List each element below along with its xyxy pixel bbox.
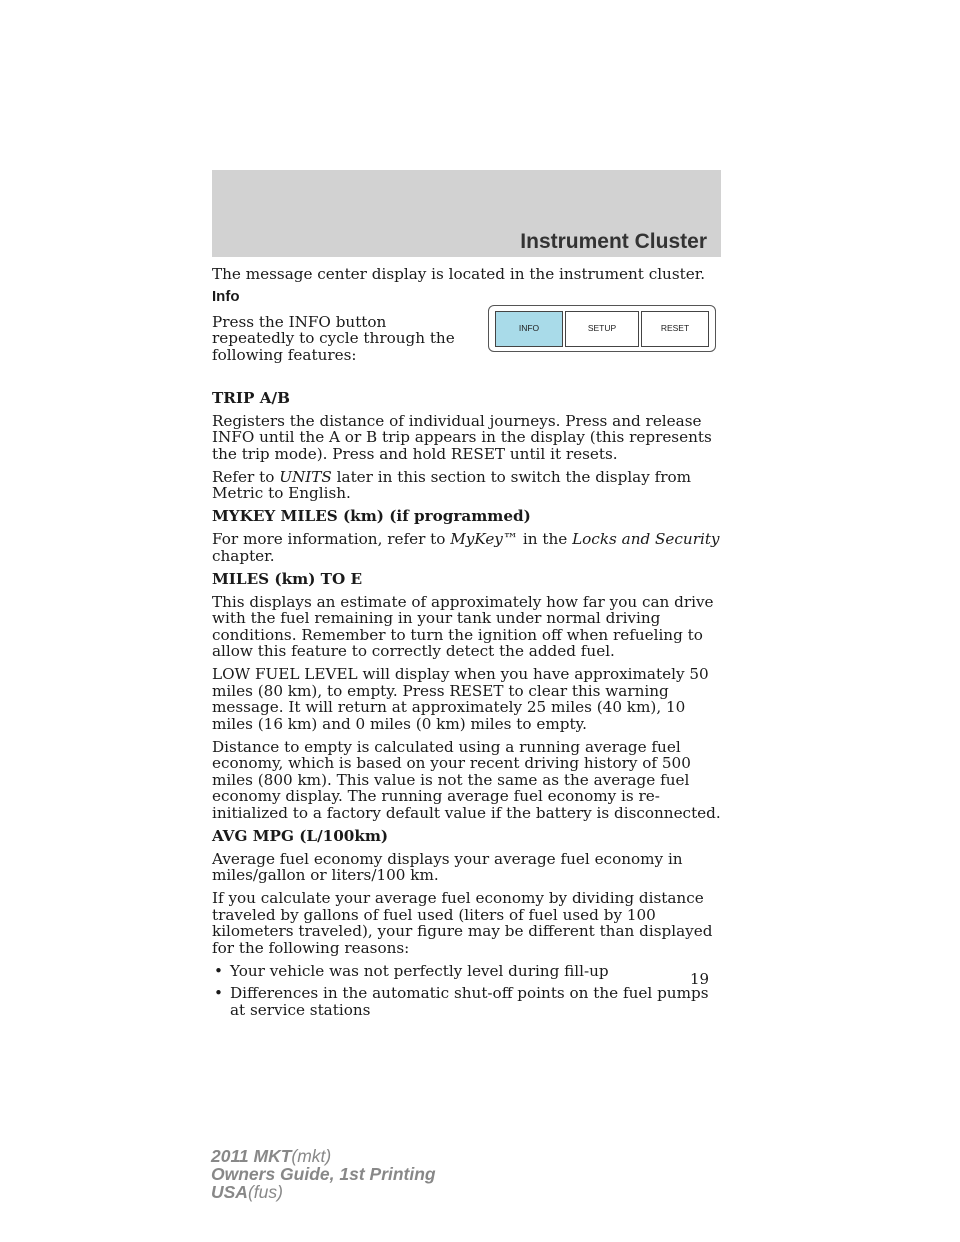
locks-security-reference: Locks and Security	[572, 530, 720, 548]
units-reference-paragraph: Refer to UNITS later in this section to switch the display from Metric to English.	[212, 467, 692, 502]
dte-paragraph-3: Distance to empty is calculated using a running average fuel economy, which is based on your recent driving history of 500 miles (800 km). This value is not the same as the average fuel economy display. The running average fuel economy is re-initialized to a factory default value if the battery is disconnected.	[212, 737, 721, 822]
reset-button[interactable]: RESET	[641, 311, 709, 347]
dte-paragraph-1: This displays an estimate of approximately how far you can drive with the fuel remaining in your tank under normal driving conditions. Remember to turn the ignition off when refueling to allow this feature to correctly detect the added fuel.	[212, 592, 714, 660]
section-header-bar	[212, 170, 721, 257]
trip-heading: TRIP A/B	[212, 388, 290, 407]
dte-heading: MILES (km) TO E	[212, 569, 363, 588]
dte-paragraph-2: LOW FUEL LEVEL will display when you have approximately 50 miles (80 km), to empty. Press RESET to clear this warning message. It will return at approximately 25 miles (40 km), 10 miles (16 km) and 0 miles (0 km) miles to empty.	[212, 665, 709, 733]
mykey-reference: MyKey™	[450, 530, 519, 548]
trip-paragraph: Registers the distance of individual journeys. Press and release INFO until the A or B trip appears in the display (this represents the trip mode). Press and hold RESET until it resets.	[212, 411, 712, 463]
bullet-icon: •	[214, 961, 223, 980]
control-button-panel	[488, 305, 716, 352]
footer-line-3: USA(fus)	[211, 1182, 283, 1202]
setup-button[interactable]: SETUP	[565, 311, 639, 347]
page-number: 19	[690, 970, 710, 988]
bullet-icon: •	[214, 984, 223, 1002]
footer-line-2: Owners Guide, 1st Printing	[211, 1164, 436, 1184]
page-body	[212, 266, 722, 1024]
footer-line-1: 2011 MKT(mkt)	[211, 1146, 332, 1166]
info-section	[212, 314, 722, 380]
list-item: • Your vehicle was not perfectly level during fill-up	[214, 961, 609, 980]
section-title: Instrument Cluster	[520, 230, 707, 253]
footer	[211, 1147, 436, 1201]
units-reference: UNITS	[279, 467, 332, 486]
intro-paragraph: The message center display is located in the instrument cluster.	[212, 265, 706, 283]
mykey-heading: MYKEY MILES (km) (if programmed)	[212, 507, 531, 525]
avg-paragraph-2: If you calculate your average fuel economy by dividing distance traveled by gallons of fuel used (liters of fuel used by 100 kilometers traveled), your figure may be different than displayed for the following reasons:	[212, 889, 713, 957]
mykey-paragraph: For more information, refer to MyKey™ in the Locks and Security chapter.	[212, 530, 720, 565]
info-heading: Info	[212, 288, 240, 305]
list-item: • Differences in the automatic shut-off points on the fuel pumps at service stations	[214, 984, 709, 1019]
avg-paragraph-1: Average fuel economy displays your average fuel economy in miles/gallon or liters/100 km.	[212, 849, 683, 884]
reasons-list	[212, 963, 722, 1019]
avg-heading: AVG MPG (L/100km)	[212, 826, 389, 845]
info-button[interactable]: INFO	[495, 311, 563, 347]
info-paragraph: Press the INFO button repeatedly to cycle through the following features:	[212, 312, 455, 364]
